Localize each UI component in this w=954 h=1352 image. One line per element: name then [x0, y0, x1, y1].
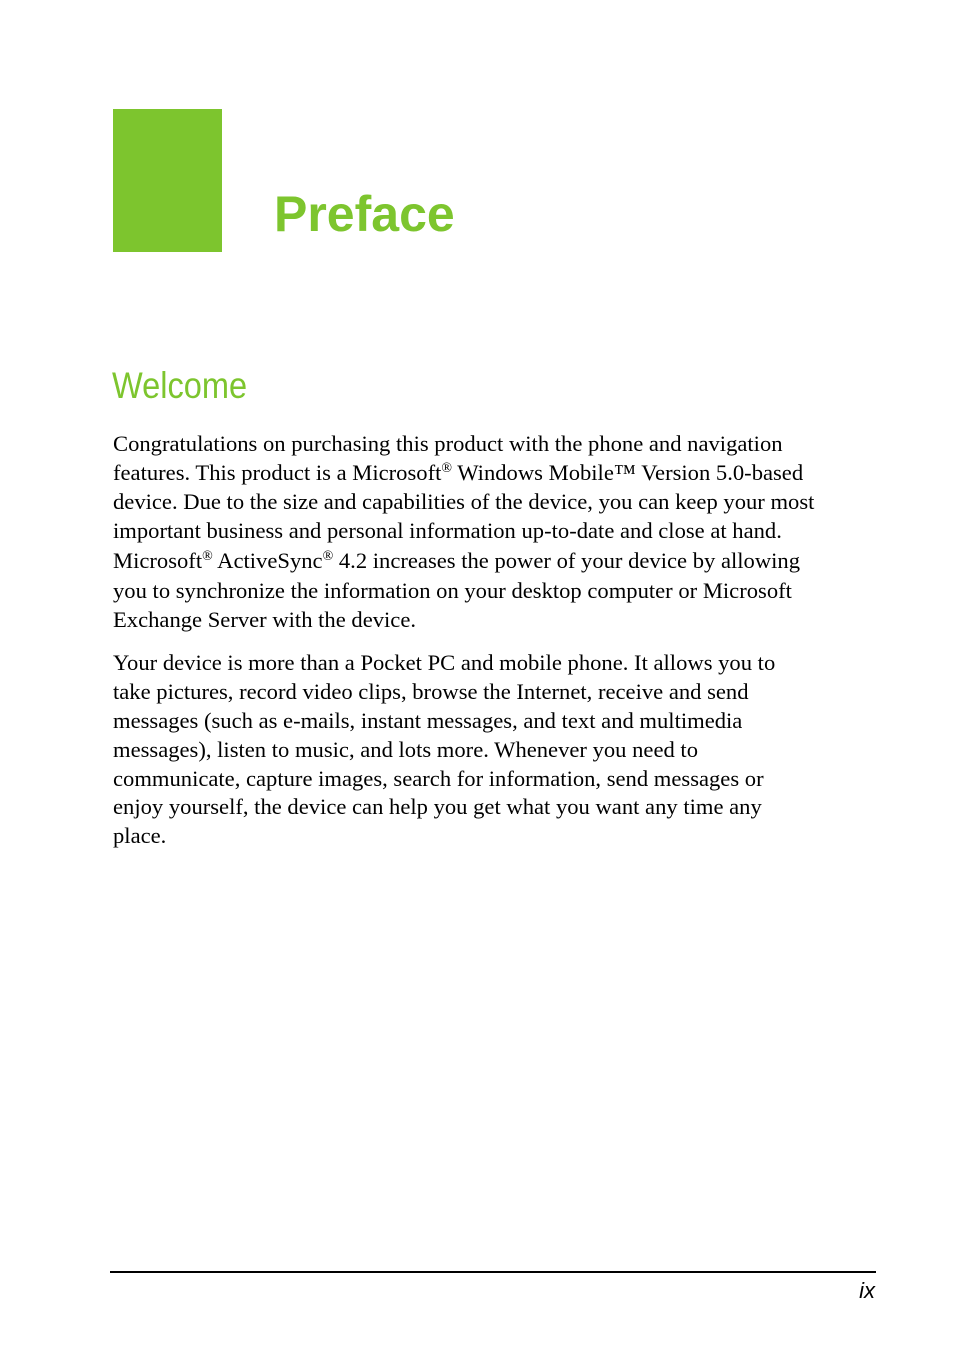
paragraph-1-line-1: Congratulations on purchasing this product with the phone and navigation: [113, 431, 783, 456]
paragraph-1-line-4: important business and personal information up-to-date and close at hand.: [113, 517, 782, 543]
chapter-title: Preface: [274, 186, 455, 242]
footer-rule: [110, 1271, 876, 1273]
paragraph-2-line-5: communicate, capture images, search for information, send messages or: [113, 765, 764, 791]
paragraph-2-line-2: take pictures, record video clips, browse the Internet, receive and send: [113, 678, 749, 704]
paragraph-1-line-6: you to synchronize the information on your desktop computer or Microsoft: [113, 577, 792, 603]
section-heading-welcome: Welcome: [112, 365, 248, 406]
paragraph-2-line-4: messages), listen to music, and lots more. Whenever you need to: [113, 736, 698, 762]
paragraph-2-line-1: Your device is more than a Pocket PC and mobile phone. It allows you to: [113, 650, 776, 675]
paragraph-2-line-7: place.: [113, 823, 167, 849]
registered-mark: ®: [441, 460, 453, 476]
line-5-text-c: 4.2 increases the power of your device by allowing: [333, 547, 801, 573]
welcome-paragraph-1: [113, 430, 883, 634]
paragraph-1-line-3: device. Due to the size and capabilities of the device, you can keep your most: [113, 488, 815, 514]
paragraph-1-line-2: [113, 459, 883, 488]
registered-mark: ®: [202, 548, 213, 564]
line-2-text-b: Windows Mobile™ Version 5.0-based: [452, 459, 804, 485]
paragraph-2-line-6: enjoy yourself, the device can help you get what you want any time any: [113, 794, 762, 820]
welcome-paragraph-2: [113, 649, 883, 851]
paragraph-1-line-5: [113, 547, 883, 577]
page-number: ix: [859, 1278, 875, 1303]
registered-mark: ®: [322, 548, 334, 564]
chapter-marker-block: [113, 109, 222, 252]
line-2-text-a: features. This product is a Microsoft: [113, 459, 442, 485]
paragraph-1-line-7: Exchange Server with the device.: [113, 606, 417, 632]
line-5-text-a: Microsoft: [113, 547, 203, 573]
line-5-text-b: ActiveSync: [212, 547, 323, 573]
paragraph-2-line-3: messages (such as e-mails, instant messages, and text and multimedia: [113, 707, 743, 733]
